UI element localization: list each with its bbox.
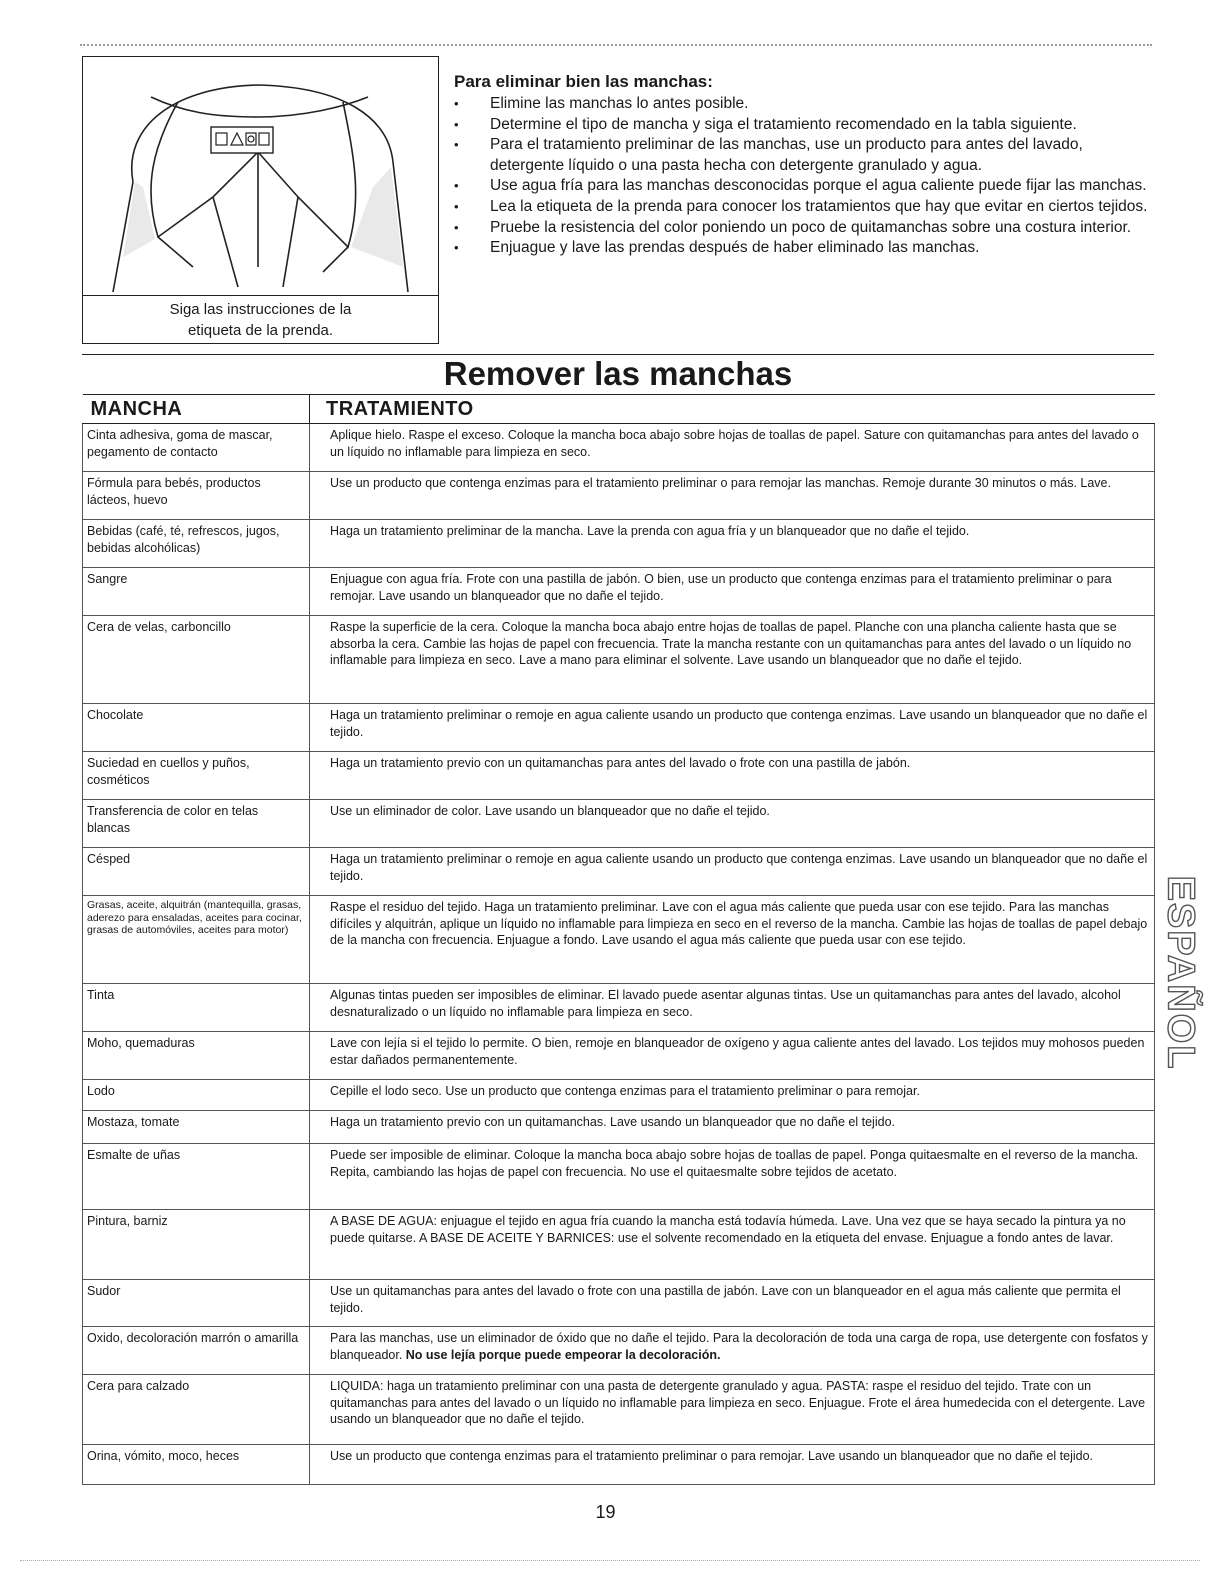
table-row: [83, 800, 1155, 848]
treatment-cell: Use un producto que contenga enzimas para el tratamiento preliminar o para remojar. Lave usando un blanqueador que no dañe el tejido.: [310, 1445, 1155, 1485]
treatment-cell: Algunas tintas pueden ser imposibles de eliminar. El lavado puede asentar algunas tintas. Use un quitamanchas para antes del lavado, alcohol desnaturalizado o un líquido no inflamable para limpieza en seco.: [310, 984, 1155, 1032]
stain-cell: Césped: [83, 848, 310, 896]
treatment-cell: Puede ser imposible de eliminar. Coloque la mancha boca abajo sobre hojas de toallas de papel. Ponga quitaesmalte en el reverso de la mancha. Repita, cambiando las hojas de papel con frecuencia. No use el quitaesmalte sobre tejidos de acetato.: [310, 1144, 1155, 1210]
language-label: ESPAÑOL: [1159, 875, 1202, 1071]
treatment-cell: Aplique hielo. Raspe el exceso. Coloque la mancha boca abajo sobre hojas de toallas de papel. Sature con quitamanchas para antes del lavado o un líquido no inflamable para limpieza en seco.: [310, 424, 1155, 472]
treatment-cell: Haga un tratamiento preliminar de la mancha. Lave la prenda con agua fría y un blanqueador que no dañe el tejido.: [310, 520, 1155, 568]
stain-cell: Pintura, barniz: [83, 1210, 310, 1280]
stain-cell: Esmalte de uñas: [83, 1144, 310, 1210]
figure-caption-line-2: etiqueta de la prenda.: [187, 322, 334, 339]
bottom-dotted-rule: [20, 1560, 1200, 1561]
treatment-cell: LIQUIDA: haga un tratamiento preliminar con una pasta de detergente granulado y agua. PASTA: raspe el residuo del tejido. Trate con un quitamanchas para antes del lavado o un líquido no inflamable para limpieza en seco. Enjuague. Frote el área humedecida con el detergente. Lave usando un blanqueador que no dañe el tejido.: [310, 1375, 1155, 1445]
top-dotted-rule: [80, 44, 1152, 46]
stain-removal-table: [82, 394, 1155, 1485]
language-side-tab: [1158, 875, 1202, 1071]
shirt-collar-illustration: [83, 57, 438, 295]
table-row: [83, 568, 1155, 616]
page-number: 19: [595, 1502, 616, 1522]
stain-cell: Fórmula para bebés, productos lácteos, huevo: [83, 472, 310, 520]
tip-item: • Determine el tipo de mancha y siga el tratamiento recomendado en la tabla siguiente.: [454, 115, 1154, 136]
stain-cell: Tinta: [83, 984, 310, 1032]
column-header-treatment: TRATAMIENTO: [310, 395, 1155, 424]
table-row: [83, 472, 1155, 520]
table-row: [83, 520, 1155, 568]
stain-tips-section: [454, 72, 1154, 259]
stain-cell: Suciedad en cuellos y puños, cosméticos: [83, 752, 310, 800]
tip-item: • Para el tratamiento preliminar de las manchas, use un producto para antes del lavado, detergente líquido o una pasta hecha con detergente granulado y agua.: [454, 135, 1154, 176]
stain-cell: Grasas, aceite, alquitrán (mantequilla, grasas, aderezo para ensaladas, aceites para cocinar, grasas de automóviles, aceites para motor): [83, 896, 310, 984]
tips-list: [454, 94, 1154, 259]
table-row: [83, 752, 1155, 800]
table-row: [83, 1280, 1155, 1327]
treatment-cell: Enjuague con agua fría. Frote con una pastilla de jabón. O bien, use un producto que contenga enzimas para el tratamiento preliminar o para remojar. Lave usando un blanqueador que no dañe el tejido.: [310, 568, 1155, 616]
stain-cell: Transferencia de color en telas blancas: [83, 800, 310, 848]
stain-cell: Oxido, decoloración marrón o amarilla: [83, 1327, 310, 1375]
tip-item: • Pruebe la resistencia del color poniendo un poco de quitamanchas sobre una costura interior.: [454, 218, 1154, 239]
treatment-cell: Lave con lejía si el tejido lo permite. O bien, remoje en blanqueador de oxígeno y agua caliente antes del lavado. Los tejidos muy mohosos pueden estar dañados permanentemente.: [310, 1032, 1155, 1080]
stain-cell: Lodo: [83, 1080, 310, 1111]
tip-item: • Use agua fría para las manchas desconocidas porque el agua caliente puede fijar las manchas.: [454, 176, 1154, 197]
table-row: [83, 616, 1155, 704]
table-row: [83, 1144, 1155, 1210]
table-row: [83, 1445, 1155, 1485]
figure-caption: [83, 295, 438, 343]
tip-item: • Lea la etiqueta de la prenda para conocer los tratamientos que hay que evitar en ciertos tejidos.: [454, 197, 1154, 218]
treatment-cell: Use un quitamanchas para antes del lavado o frote con una pastilla de jabón. Lave con un blanqueador en el agua más caliente que permita el tejido.: [310, 1280, 1155, 1327]
treatment-cell: Use un eliminador de color. Lave usando un blanqueador que no dañe el tejido.: [310, 800, 1155, 848]
stain-cell: Cinta adhesiva, goma de mascar, pegamento de contacto: [83, 424, 310, 472]
treatment-cell: A BASE DE AGUA: enjuague el tejido en agua fría cuando la mancha está todavía húmeda. Lave. Una vez que se haya secado la pintura ya no puede quitarse. A BASE DE ACEITE Y BARNICES: use el solvente recomendado en la etiqueta del envase. Enjuague a fondo antes de lavar.: [310, 1210, 1155, 1280]
table-row: [83, 1210, 1155, 1280]
treatment-cell: Haga un tratamiento preliminar o remoje en agua caliente usando un producto que contenga enzimas. Lave usando un blanqueador que no dañe el tejido.: [310, 848, 1155, 896]
treatment-cell: Raspe el residuo del tejido. Haga un tratamiento preliminar. Lave con el agua más caliente que pueda usar con ese tejido. Para las manchas difíciles y alquitrán, aplique un líquido no inflamable para limpieza en seco en el reverso de la mancha. Cambie las hojas de toallas de papel debajo de la mancha con frecuencia. Enjuague a fondo. Lave usando el agua más caliente que pueda usar con ese tejido.: [310, 896, 1155, 984]
tip-item: • Elimine las manchas lo antes posible.: [454, 94, 1154, 115]
treatment-cell: Use un producto que contenga enzimas para el tratamiento preliminar o para remojar las manchas. Remoje durante 30 minutos o más. Lave.: [310, 472, 1155, 520]
treatment-cell: Haga un tratamiento preliminar o remoje en agua caliente usando un producto que contenga enzimas. Lave usando un blanqueador que no dañe el tejido.: [310, 704, 1155, 752]
tip-item: • Enjuague y lave las prendas después de haber eliminado las manchas.: [454, 238, 1154, 259]
stain-cell: Mostaza, tomate: [83, 1111, 310, 1144]
treatment-cell: Cepille el lodo seco. Use un producto que contenga enzimas para el tratamiento preliminar o para remojar.: [310, 1080, 1155, 1111]
stain-cell: Chocolate: [83, 704, 310, 752]
treatment-cell: Haga un tratamiento previo con un quitamanchas. Lave usando un blanqueador que no dañe el tejido.: [310, 1111, 1155, 1144]
stain-cell: Sudor: [83, 1280, 310, 1327]
column-header-stain: MANCHA: [83, 395, 310, 424]
stain-cell: Sangre: [83, 568, 310, 616]
treatment-cell: Haga un tratamiento previo con un quitamanchas para antes del lavado o frote con una pastilla de jabón.: [310, 752, 1155, 800]
stain-cell: Cera de velas, carboncillo: [83, 616, 310, 704]
table-row: [83, 1111, 1155, 1144]
table-row: [83, 984, 1155, 1032]
treatment-cell: Raspe la superficie de la cera. Coloque la mancha boca abajo entre hojas de toallas de papel. Planche con una plancha caliente hasta que se absorba la cera. Cambie las hojas de papel con frecuencia. Trate la mancha restante con un quitamanchas para antes del lavado o un líquido no inflamable para limpieza en seco. Lave a mano para eliminar el solvente. Lave usando un blanqueador que no dañe el tejido.: [310, 616, 1155, 704]
table-header-row: [83, 395, 1155, 424]
garment-label-figure: [82, 56, 439, 344]
table-row: [83, 896, 1155, 984]
stain-cell: Cera para calzado: [83, 1375, 310, 1445]
table-row: [83, 1080, 1155, 1111]
stain-cell: Orina, vómito, moco, heces: [83, 1445, 310, 1485]
table-row: [83, 704, 1155, 752]
treatment-cell: [310, 1327, 1155, 1375]
table-row: [83, 848, 1155, 896]
table-row: [83, 1375, 1155, 1445]
stain-cell: Bebidas (café, té, refrescos, jugos, bebidas alcohólicas): [83, 520, 310, 568]
table-row: [83, 1032, 1155, 1080]
tips-title: Para eliminar bien las manchas:: [454, 72, 713, 91]
treatment-warning: No use lejía porque puede empeorar la decoloración.: [405, 1347, 721, 1362]
table-row: [83, 424, 1155, 472]
table-title: Remover las manchas: [82, 354, 1154, 393]
treatment-text: Para las manchas, use un eliminador de óxido que no dañe el tejido. Para la decoloración de toda una carga de ropa, use detergente con fosfatos y blanqueador.: [330, 1331, 1148, 1362]
table-row: [83, 1327, 1155, 1375]
stain-cell: Moho, quemaduras: [83, 1032, 310, 1080]
figure-caption-line-1: Siga las instrucciones de la: [169, 301, 352, 318]
